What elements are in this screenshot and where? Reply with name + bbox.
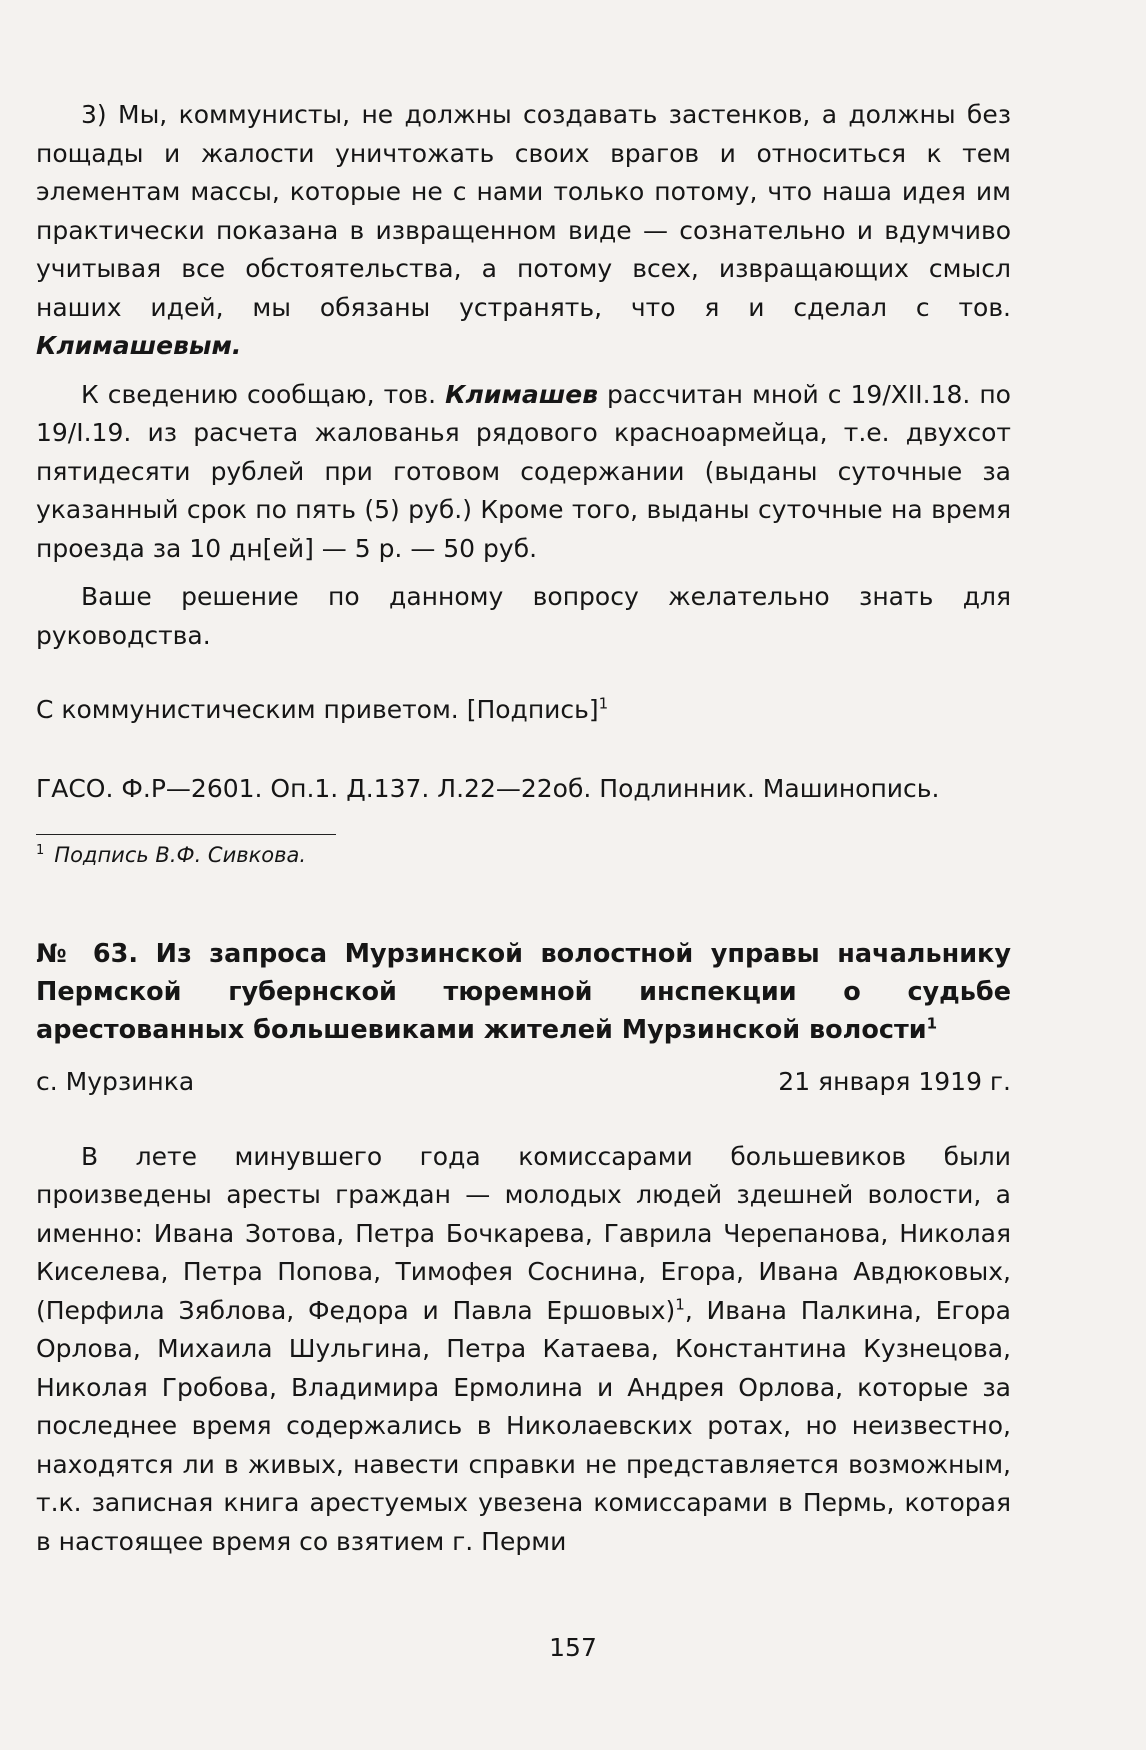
paragraph-calculation-text: рассчитан мной с 19/XII.18. по 19/I.19. из расчета жалованья рядового красноармейца, т.е. двухсот пятидесяти рублей при готовом содержании (выданы суточные за указанный срок по пять (5) руб.) Кроме того, выданы суточные на время проезда за 10 дн[ей] — 5 р. — 50 руб.	[36, 379, 1011, 563]
document-place: с. Мурзинка	[36, 1067, 195, 1096]
footnote-divider	[36, 834, 336, 835]
footnote-ref: 1	[926, 1014, 938, 1033]
footnote	[36, 841, 1011, 869]
place-date-line	[36, 1063, 1011, 1102]
document-title	[36, 935, 1011, 1049]
footnote-ref: 1	[675, 1295, 685, 1314]
page-number: 157	[549, 1633, 597, 1662]
signoff	[36, 691, 1011, 730]
paragraph-point-3	[36, 96, 1011, 366]
document-date: 21 января 1919 г.	[778, 1067, 1011, 1096]
document-body-continuation: , Ивана Палкина, Егора Орлова, Михаила Шульгина, Петра Катаева, Константина Кузнецова, Николая Гробова, Владимира Ермолина и Андрея Орлова, которые за последнее время содержались в Николаевских ротах, но неизвестно, находятся ли в живых, навести справки не представляется возможным, т.к. записная книга арестуемых увезена комиссарами в Пермь, которая в настоящее время со взятием г. Перми	[36, 1295, 1011, 1556]
emphasized-name: Климашевым.	[36, 331, 242, 360]
emphasized-name: Климашев	[445, 379, 599, 409]
paragraph-request-decision: Ваше решение по данному вопросу желательно знать для руководства.	[36, 582, 1011, 650]
archive-source: ГАСО. Ф.Р—2601. Оп.1. Д.137. Л.22—22об. Подлинник. Машинопись.	[36, 773, 940, 803]
paragraph-point-3-text: 3) Мы, коммунисты, не должны создавать застенков, а должны без пощады и жалости уничтожать своих врагов и относиться к тем элементам массы, которые не с нами только потому, что наша идея им практически показана в извращенном виде — сознательно и вдумчиво учитывая все обстоятельства, а потому всех, извращающих смысл наших идей, мы обязаны устранять, что я и сделал с тов.	[36, 100, 1011, 322]
footnote-text: Подпись В.Ф. Сивкова.	[54, 843, 307, 867]
page-content	[36, 96, 1011, 1561]
document-body-text: В лете минувшего года комиссарами большевиков были произведены аресты граждан — молодых людей здешней волости, а именно: Ивана Зотова, Петра Бочкарева, Гаврила Черепанова, Николая Киселева, Петра Попова, Тимофея Соснина, Егора, Ивана Авдюковых, (Перфила Зяблова, Федора и Павла Ершовых)	[36, 1141, 1011, 1325]
paragraph-calculation-lead: К сведению сообщаю, тов.	[81, 379, 437, 409]
footnote-ref: 1	[598, 694, 609, 713]
document-body	[36, 1138, 1011, 1562]
document-title-text: № 63. Из запроса Мурзинской волостной управы начальнику Пермской губернской тюремной инспекции о судьбе арестованных большевиками жителей Мурзинской волости	[36, 939, 1011, 1045]
footnote-marker: 1	[36, 843, 45, 858]
paragraph-calculation	[36, 376, 1011, 569]
signoff-text: С коммунистическим приветом. [Подпись]	[36, 695, 599, 724]
